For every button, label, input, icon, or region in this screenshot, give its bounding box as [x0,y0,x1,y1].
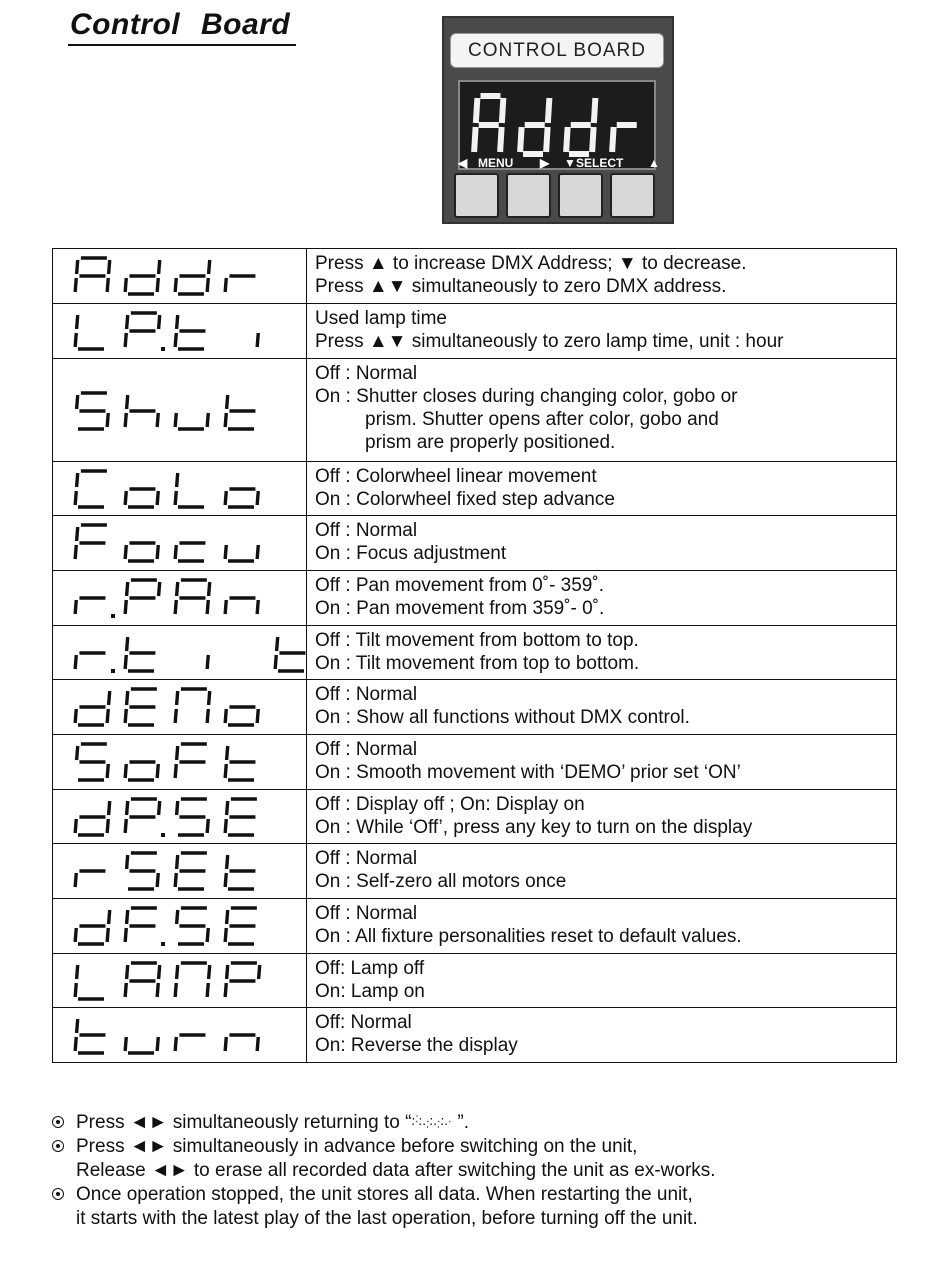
description-line: Off: Normal [315,1012,412,1033]
description-cell [307,680,897,735]
segment [175,873,176,887]
segment [175,709,176,723]
segment [127,910,128,924]
display-code [53,844,306,897]
segment [177,582,178,596]
segment [75,983,76,997]
segment [227,801,228,815]
description-cell [307,516,897,571]
description-line: Press ▲▼ simultaneously to zero lamp time, unit : hour [315,331,784,352]
segment [125,1037,126,1051]
note-text: Once operation stopped, the unit stores all data. When restarting the unit, [76,1184,693,1205]
segment [157,491,158,505]
description-cell [307,571,897,626]
page-title: Control Board [68,8,296,46]
segment [127,801,128,815]
segment [127,855,128,869]
description-line: Off : Pan movement from 0˚- 359˚. [315,575,604,596]
segment [125,819,126,833]
segment [175,413,176,427]
description-cell [307,249,897,304]
segment [592,127,594,152]
segment [566,127,568,152]
segment [159,260,160,274]
segment [225,545,226,559]
segment [175,545,176,559]
description-cell [307,954,897,1008]
display-code-cell [53,626,307,680]
segment [227,855,228,869]
segment [209,691,210,705]
bullet-icon [52,1188,64,1200]
segment [177,965,178,979]
note-text: Press ◄► simultaneously in advance before switching on the unit, [76,1136,638,1157]
segment [177,473,178,487]
description-cell [307,359,897,462]
display-code-cell [53,954,307,1008]
segment [500,127,502,152]
segment [75,873,76,887]
segment [177,315,178,329]
segment [107,413,108,427]
segment [77,965,78,979]
display-code [53,735,306,788]
table-row [53,1008,897,1063]
control-board-image [442,16,674,224]
segment [546,127,548,152]
segment [75,333,76,347]
segment [75,600,76,614]
segment [157,545,158,559]
segment [259,965,260,979]
segment [257,709,258,723]
segment [157,413,158,427]
segment [127,637,128,651]
display-code-cell [53,1008,307,1063]
segment [277,637,278,651]
segment [127,395,128,409]
display-code-cell [53,359,307,462]
note-text: Release ◄► to erase all recorded data after switching the unit as ex-works. [76,1160,716,1181]
segment [227,965,228,979]
segment [225,819,226,833]
segment [125,655,126,669]
segment [207,278,208,292]
description-line: Off : Normal [315,520,418,541]
segment [257,600,258,614]
segment [177,691,178,705]
segment [127,315,128,329]
segment [257,333,258,347]
segment [127,965,128,979]
note-text: it starts with the latest play of the last operation, before turning off the unit. [76,1208,698,1229]
segment [225,983,226,997]
segment [175,764,176,778]
description-cell [307,462,897,516]
segment [225,709,226,723]
segment [157,1037,158,1051]
segment [227,395,228,409]
segment [75,1037,76,1051]
description-line: On: Reverse the display [315,1035,518,1056]
segment [127,582,128,596]
note-item [52,1183,932,1231]
description-line: On : Show all functions without DMX control. [315,707,690,728]
menu-function-table [52,248,897,1063]
display-code [53,1008,306,1061]
segment [107,764,108,778]
menu-left-arrow-icon: ◀ [458,156,468,170]
description-line: On : Shutter closes during changing color, gobo or [315,386,738,407]
segment [77,395,78,409]
segment [75,545,76,559]
segment [157,983,158,997]
segment [75,709,76,723]
segment [107,928,108,942]
display-code-cell [53,304,307,359]
segment [275,655,276,669]
segment [157,764,158,778]
segment [109,801,110,815]
display-code-cell [53,462,307,516]
segment [109,260,110,274]
segment [225,491,226,505]
segment [125,709,126,723]
display-code [53,626,306,679]
display-code-cell [53,680,307,735]
segment [125,600,126,614]
description-line: On: Lamp on [315,981,425,1002]
segment [157,873,158,887]
description-line: Off : Display off ; On: Display on [315,794,585,815]
description-cell [307,790,897,844]
segment [548,98,550,123]
segment [225,764,226,778]
segment [257,545,258,559]
segment [109,910,110,924]
display-code [53,249,306,302]
description-line: Used lamp time [315,308,447,329]
segment [125,545,126,559]
segment [207,983,208,997]
board-key-legend [452,155,666,171]
segment [177,855,178,869]
segment [225,413,226,427]
description-line: On : Colorwheel fixed step advance [315,489,615,510]
menu-label: MENU [478,156,514,170]
description-line: On : While ‘Off’, press any key to turn on the display [315,817,753,838]
segment [127,691,128,705]
note-text: ”. [457,1112,470,1133]
description-line: On : Pan movement from 359˚- 0˚. [315,598,605,619]
display-code-cell [53,844,307,899]
note-item [52,1111,932,1135]
display-code-cell [53,735,307,790]
select-label: SELECT [576,156,624,170]
segment-dot [161,347,165,351]
display-code [53,571,306,624]
display-code [53,516,306,569]
segment [125,413,126,427]
segment [75,655,76,669]
segment [209,965,210,979]
description-line: prism are properly positioned. [365,432,616,453]
segment [75,491,76,505]
bullet-icon [52,1140,64,1152]
segment [125,983,126,997]
description-cell [307,844,897,899]
segment [227,910,228,924]
segment [225,600,226,614]
segment [175,491,176,505]
table-row [53,626,897,680]
display-code-cell [53,516,307,571]
segment [209,582,210,596]
select-up-arrow-icon: ▲ [648,156,660,170]
description-cell [307,1008,897,1063]
segment [520,127,522,152]
select-down-arrow-icon: ▼ [564,156,576,170]
segment [125,928,126,942]
description-line: On : All fixture personalities reset to default values. [315,926,742,947]
segment [257,491,258,505]
description-line: Press ▲ to increase DMX Address; ▼ to decrease. [315,253,747,274]
segment [125,491,126,505]
segment [612,127,614,152]
table-row [53,790,897,844]
segment [225,1037,226,1051]
description-line: Off : Normal [315,848,418,869]
display-code [53,384,306,437]
inline-display-code [411,1114,457,1130]
segment [177,746,178,760]
segment [474,127,476,152]
segment [107,819,108,833]
segment [207,928,208,942]
display-code [53,954,306,1007]
segment [159,965,160,979]
description-line: Off : Normal [315,739,418,760]
segment [77,260,78,274]
note-item [52,1135,932,1183]
menu-right-button[interactable] [506,173,551,218]
table-row [53,680,897,735]
segment [77,527,78,541]
display-code-cell [53,571,307,626]
segment [225,873,226,887]
segment [175,600,176,614]
segment [225,278,226,292]
segment [175,983,176,997]
segment [207,709,208,723]
segment [594,98,596,123]
table-row [53,249,897,304]
segment [177,910,178,924]
segment [159,801,160,815]
segment [107,278,108,292]
table-row [53,571,897,626]
display-code-cell [53,249,307,304]
segment [77,746,78,760]
table-row [53,735,897,790]
segment [476,98,478,123]
description-line: Off : Tilt movement from bottom to top. [315,630,639,651]
menu-left-button[interactable] [454,173,499,218]
segment-dot [111,669,115,673]
segment-dot [111,614,115,618]
description-line: Press ▲▼ simultaneously to zero DMX address. [315,276,727,297]
description-cell [307,626,897,680]
segment [75,819,76,833]
segment [225,928,226,942]
description-line: On : Tilt movement from top to bottom. [315,653,640,674]
segment [125,278,126,292]
segment [159,315,160,329]
segment [125,764,126,778]
segment [157,278,158,292]
segment [109,691,110,705]
display-code-cell [53,899,307,954]
segment [175,278,176,292]
description-line: Off : Colorwheel linear movement [315,466,597,487]
board-label: CONTROL BOARD [450,33,664,68]
table-row [53,844,897,899]
table-row [53,359,897,462]
description-line: Off : Normal [315,903,418,924]
table-row [53,304,897,359]
table-row [53,462,897,516]
display-code [53,790,306,843]
segment [75,278,76,292]
segment-dot [161,833,165,837]
segment [227,746,228,760]
segment [177,801,178,815]
display-code [53,899,306,952]
segment [125,333,126,347]
description-line: On : Smooth movement with ‘DEMO’ prior set ‘ON’ [315,762,741,783]
description-line: prism. Shutter opens after color, gobo and [365,409,719,430]
description-line: On : Focus adjustment [315,543,507,564]
table-row [53,516,897,571]
segment [77,315,78,329]
segment [257,1037,258,1051]
segment [75,928,76,942]
display-code [53,304,306,357]
notes-section [52,1111,932,1231]
segment [175,333,176,347]
select-down-button[interactable] [558,173,603,218]
description-line: Off : Normal [315,684,418,705]
table-row [53,899,897,954]
description-cell [307,899,897,954]
segment [207,413,208,427]
segment [209,260,210,274]
segment [502,98,504,123]
segment [159,582,160,596]
note-text: Press ◄► simultaneously returning to “ [76,1112,412,1133]
bullet-icon [52,1116,64,1128]
segment [175,1037,176,1051]
display-code-cell [53,790,307,844]
segment [107,709,108,723]
description-line: Off : Normal [315,363,418,384]
description-cell [307,735,897,790]
table-row [53,954,897,1008]
display-code [53,680,306,733]
display-code [53,462,306,515]
description-line: Off: Lamp off [315,958,425,979]
select-up-button[interactable] [610,173,655,218]
segment [77,473,78,487]
segment-dot [161,942,165,946]
segment [77,1019,78,1033]
segment [207,819,208,833]
menu-right-arrow-icon: ▶ [540,156,550,170]
description-cell [307,304,897,359]
segment [207,655,208,669]
segment [207,600,208,614]
description-line: On : Self-zero all motors once [315,871,567,892]
